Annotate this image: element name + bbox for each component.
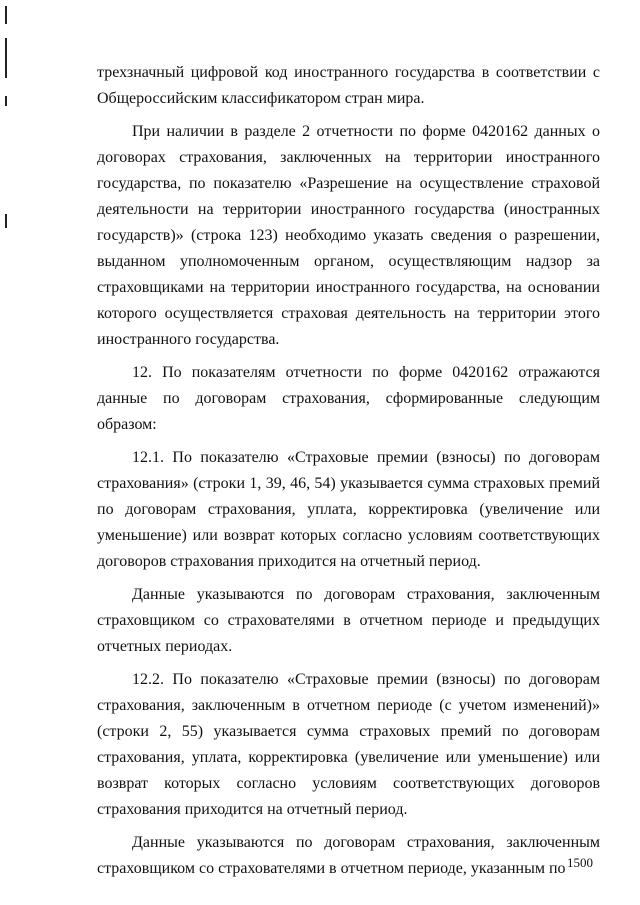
paragraph: Данные указываются по договорам страхования, заключенным страховщиком со страхователями в отчетном периоде, указанным по: [97, 834, 600, 877]
paragraph: Данные указываются по договорам страхования, заключенным страховщиком со страхователями в отчетном периоде и предыдущих отчетных периодах.: [97, 586, 600, 655]
paragraph: 12.2. По показателю «Страховые премии (взносы) по договорам страхования, заключенным в отчетном периоде (с учетом изменений)» (строки 2, 55) указывается сумма страховых премий по договорам страхования, уплата, корректировка (увеличение или уменьшение) или возврат которых согласно условиям соответствующих договоров страхования приходится на отчетный период.: [97, 671, 600, 818]
margin-mark: [5, 214, 7, 228]
margin-mark: [5, 6, 7, 24]
document-body: [97, 60, 600, 882]
paragraph: трехзначный цифровой код иностранного государства в соответствии с Общероссийским классификатором стран мира.: [97, 64, 600, 107]
margin-mark: [5, 38, 7, 78]
paragraph: 12.1. По показателю «Страховые премии (взносы) по договорам страхования» (строки 1, 39, 46, 54) указывается сумма страховых премий по договорам страхования, уплата, корректировка (увеличение или уменьшение) или возврат которых согласно условиям соответствующих договоров страхования приходится на отчетный период.: [97, 449, 600, 570]
paragraph: 12. По показателям отчетности по форме 0420162 отражаются данные по договорам страхования, сформированные следующим образом:: [97, 364, 600, 433]
paragraph: При наличии в разделе 2 отчетности по форме 0420162 данных о договорах страхования, заключенных на территории иностранного государства, по показателю «Разрешение на осуществление страховой деятельности на территории иностранного государства (иностранных государств)» (строка 123) необходимо указать сведения о разрешении, выданном уполномоченным органом, осуществляющим надзор за страховщиками на территории иностранного государства, на основании которого осуществляется страховая деятельность на территории этого иностранного государства.: [97, 123, 600, 348]
margin-mark: [5, 96, 7, 106]
page-number: 1500: [567, 855, 593, 870]
